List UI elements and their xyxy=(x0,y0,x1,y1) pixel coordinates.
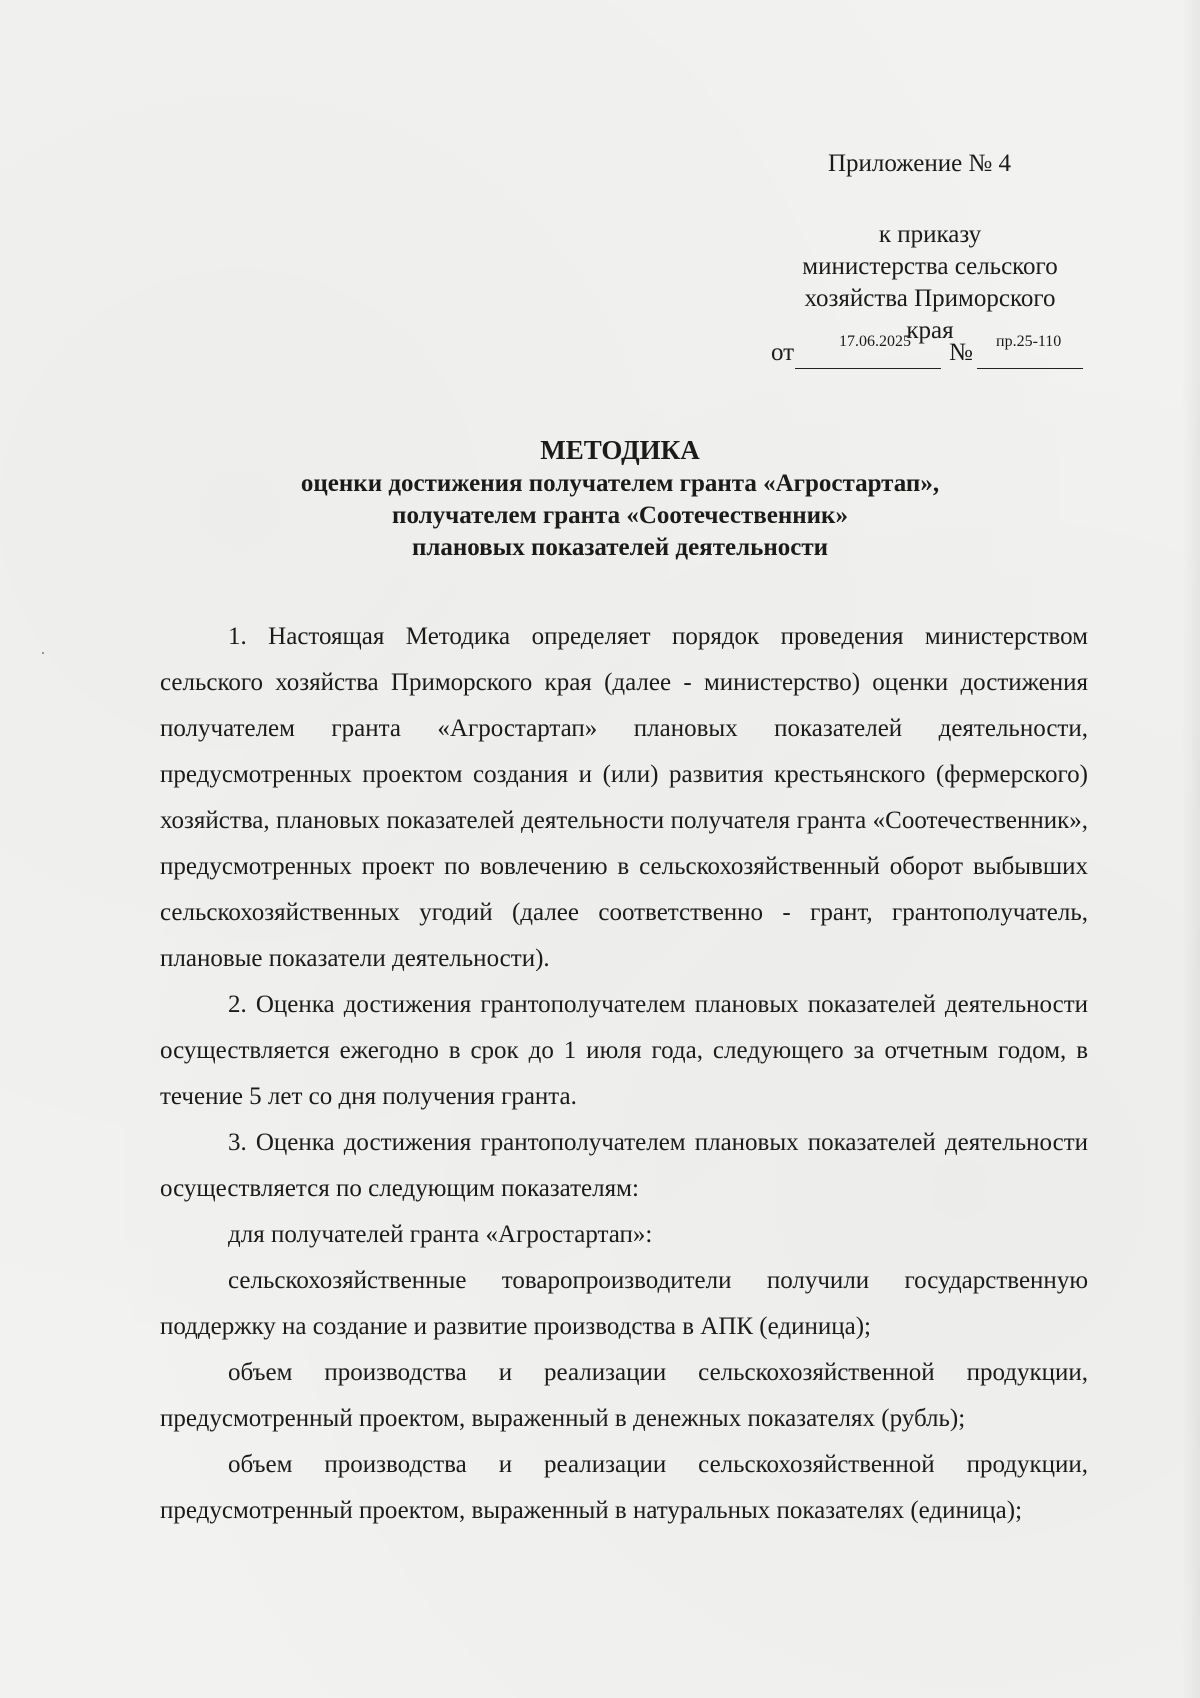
order-date: 17.06.2025 xyxy=(839,333,911,350)
title-main: МЕТОДИКА xyxy=(540,435,700,465)
paragraph-3: 3. Оценка достижения грантополучателем плановых показателей деятельности осуществляется по следующим показателям: xyxy=(160,1129,1088,1202)
order-number: пр.25-110 xyxy=(996,333,1062,350)
title-line: плановых показателей деятельности xyxy=(411,534,829,561)
order-reference-line: края xyxy=(906,317,954,344)
appendix-title: Приложение № 4 xyxy=(828,150,1012,177)
indicator-money: объем производства и реализации сельскохозяйственной продукции, предусмотренный проектом, выраженный в денежных показателях (рубль); xyxy=(160,1359,1088,1432)
indicator-natural: объем производства и реализации сельскохозяйственной продукции, предусмотренный проектом, выраженный в натуральных показателях (единица); xyxy=(160,1451,1088,1524)
order-reference-line: министерства сельского xyxy=(802,253,1058,280)
title-line: оценки достижения получателем гранта «Агростартап», xyxy=(300,470,940,497)
date-underline xyxy=(795,368,941,369)
order-date-number-line xyxy=(771,333,1083,375)
from-label: от xyxy=(771,339,795,366)
scan-speck xyxy=(42,652,44,654)
order-reference xyxy=(780,219,1080,347)
order-reference-line: к приказу xyxy=(878,221,982,248)
number-underline xyxy=(977,368,1083,369)
document-body xyxy=(160,614,1088,1534)
order-reference-line: хозяйства Приморского xyxy=(804,285,1056,312)
number-sign: № xyxy=(949,339,973,366)
paragraph-agrostartup-heading: для получателей гранта «Агростартап»: xyxy=(228,1221,653,1248)
title-line: получателем гранта «Соотечественник» xyxy=(392,502,848,529)
indicator-support: сельскохозяйственные товаропроизводители получили государственную поддержку на создание и развитие производства в АПК (единица); xyxy=(160,1267,1088,1340)
paragraph-1: 1. Настоящая Методика определяет порядок проведения министерством сельского хозяйства Приморского края (далее - министерство) оценки достижения получателем гранта «Агростартап» плановых показателей деятельности, предусмотренных проектом создания и (или) развития крестьянского (фермерского) хозяйства, плановых показателей деятельности получателя гранта «Соотечественник», предусмотренных проект по вовлечению в сельскохозяйственный оборот выбывших сельскохозяйственных угодий (далее соответственно - грант, грантополучатель, плановые показатели деятельности). xyxy=(160,623,1088,972)
paragraph-2: 2. Оценка достижения грантополучателем плановых показателей деятельности осуществляется ежегодно в срок до 1 июля года, следующего за отчетным годом, в течение 5 лет со дня получения гранта. xyxy=(160,991,1088,1110)
page-edge-shadow xyxy=(1182,0,1200,1698)
document-title xyxy=(200,432,1040,564)
